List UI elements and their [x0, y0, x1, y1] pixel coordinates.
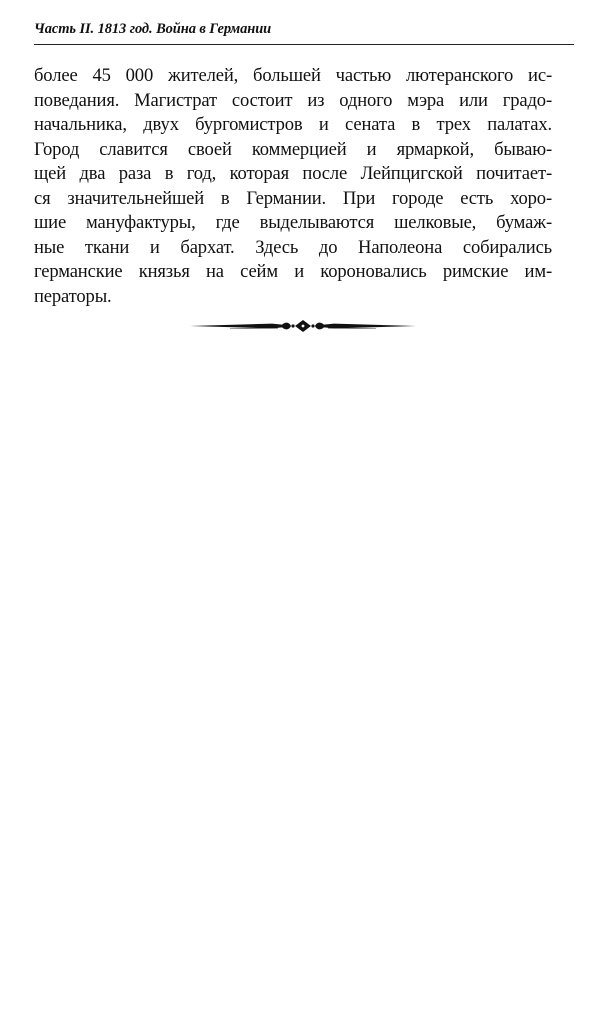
body-paragraph	[34, 64, 552, 309]
text-line: ся значительнейшей в Германии. При городе есть хоро-	[34, 187, 552, 209]
text-line: германские князья на сейм и короновались римские им-	[34, 261, 552, 282]
text-line: ператоры.	[34, 285, 112, 307]
decorative-divider-icon	[190, 316, 416, 336]
text-line: более 45 000 жителей, большей частью лютеранского ис-	[34, 65, 552, 86]
text-line: Город славится своей коммерцией и ярмаркой, бываю-	[34, 138, 552, 160]
text-line: щей два раза в год, которая после Лейпцигской почитает-	[34, 163, 552, 184]
text-line: ные ткани и бархат. Здесь до Наполеона собирались	[34, 236, 552, 258]
text-line: шие мануфактуры, где выделываются шелковые, бумаж-	[34, 212, 552, 233]
running-title: Часть II. 1813 год. Война в Германии	[34, 21, 272, 37]
text-line: начальника, двух бургомистров и сената в трех палатах.	[34, 114, 552, 135]
text-line: поведания. Магистрат состоит из одного мэра или градо-	[34, 89, 552, 111]
running-header	[34, 18, 574, 45]
